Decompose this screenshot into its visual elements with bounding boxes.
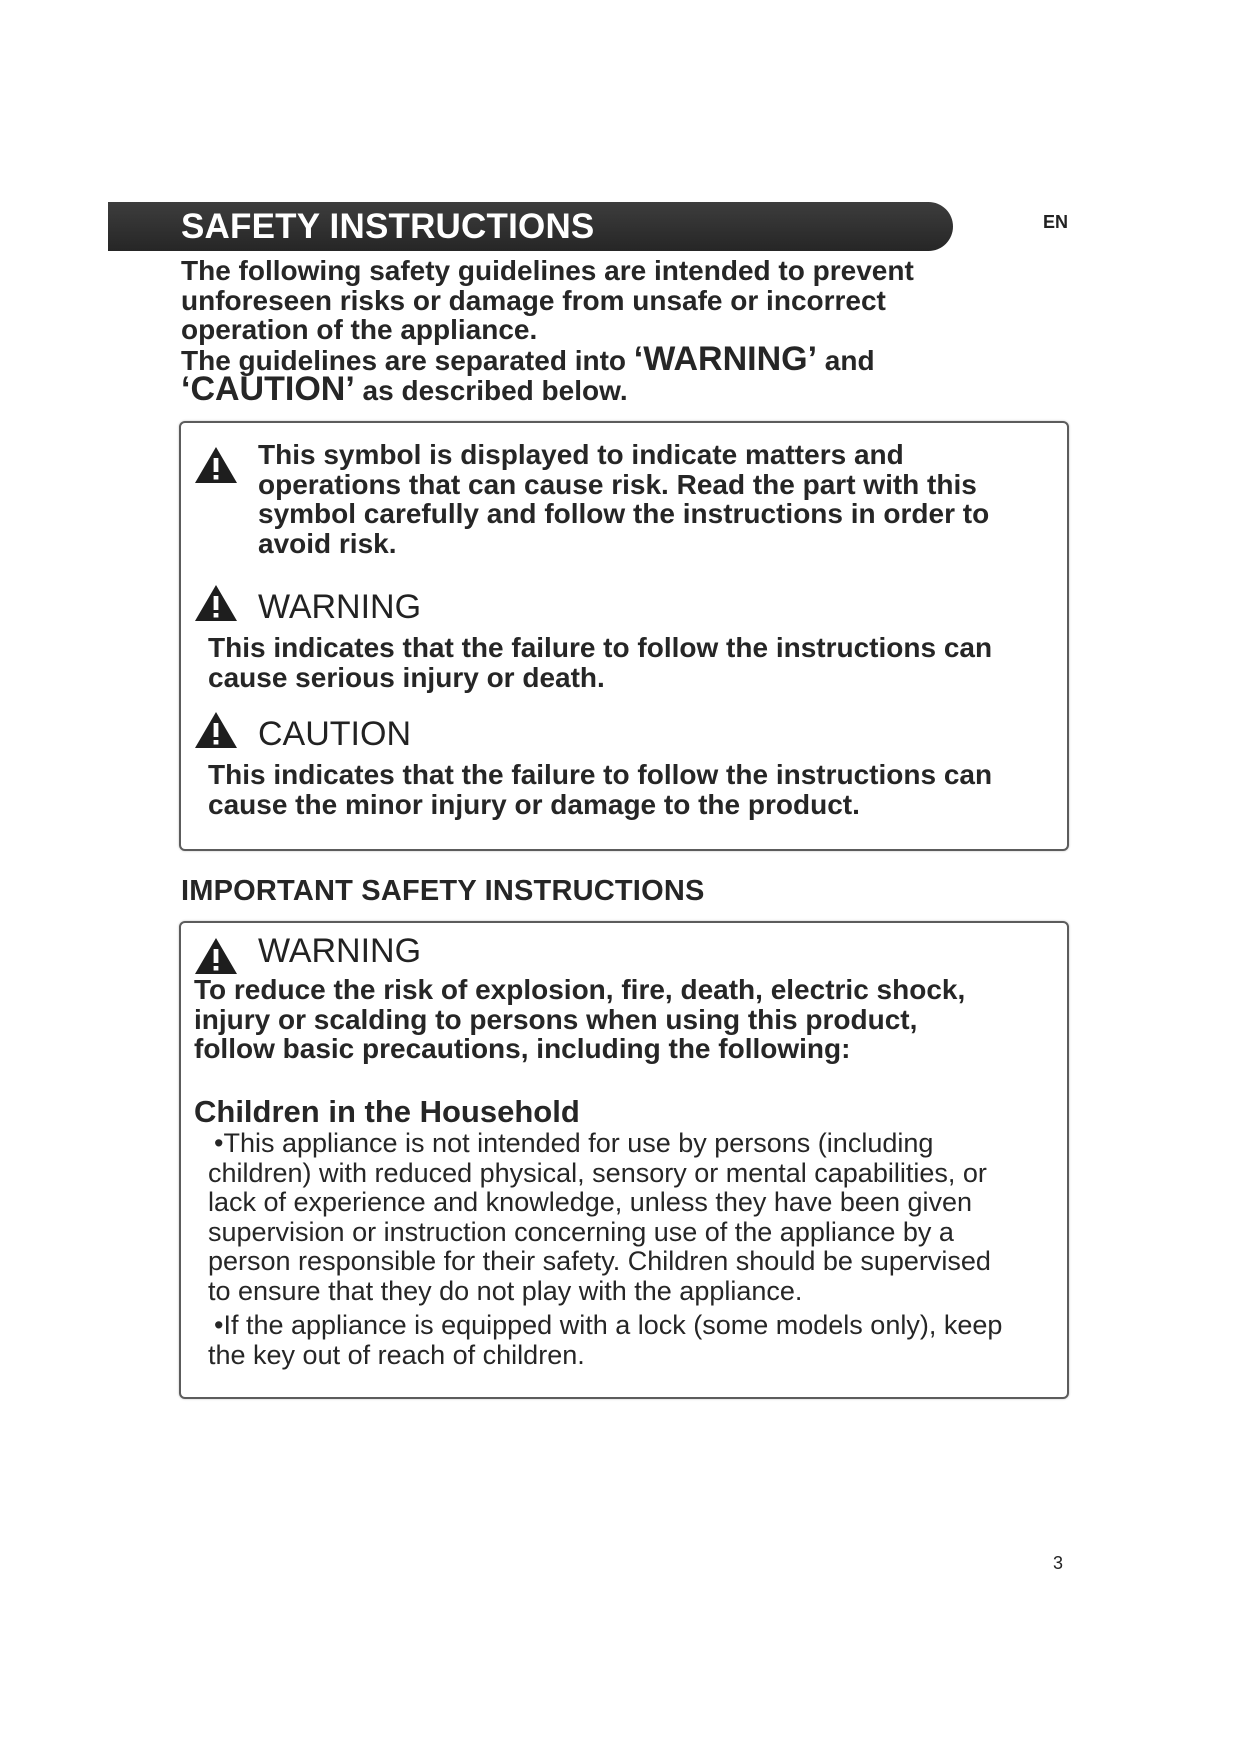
- bullet-line: •If the appliance is equipped with a lock (some models only), keep: [214, 1310, 1003, 1340]
- warning-term: ‘WARNING’: [633, 339, 818, 378]
- warning-description-line: This indicates that the failure to follow the instructions can: [208, 632, 993, 663]
- intro-text: and: [817, 344, 875, 376]
- bullet-line: to ensure that they do not play with the appliance.: [208, 1275, 803, 1306]
- important-section-title: IMPORTANT SAFETY INSTRUCTIONS: [181, 875, 705, 907]
- symbol-description-line: operations that can cause risk. Read the part with this: [258, 468, 977, 500]
- important-warning-line: follow basic precautions, including the following:: [194, 1033, 851, 1064]
- warning-triangle-icon: [194, 937, 238, 975]
- bullet-line: children) with reduced physical, sensory or mental capabilities, or: [208, 1157, 987, 1188]
- important-warning-heading: WARNING: [258, 932, 422, 970]
- caution-triangle-icon: [194, 711, 238, 749]
- warning-triangle-icon: [194, 446, 238, 484]
- intro-line: [181, 370, 971, 408]
- intro-line: The following safety guidelines are intended to prevent: [181, 255, 914, 286]
- warning-description: [208, 633, 1058, 692]
- important-warning-body: [194, 975, 1054, 1064]
- intro-text: The guidelines are separated into: [181, 344, 634, 376]
- caution-term: ‘CAUTION’: [181, 370, 355, 408]
- important-warning-line: injury or scalding to persons when using this product,: [194, 1003, 918, 1035]
- important-warning-line: To reduce the risk of explosion, fire, death, electric shock,: [194, 974, 966, 1005]
- symbol-description-line: This symbol is displayed to indicate matters and: [258, 439, 904, 470]
- symbol-description-line: avoid risk.: [258, 527, 397, 559]
- children-subheading: Children in the Household: [194, 1094, 580, 1129]
- page-number: 3: [1053, 1553, 1064, 1573]
- symbol-description-line: symbol carefully and follow the instructions in order to: [258, 498, 990, 529]
- bullet-line: supervision or instruction concerning use of the appliance by a: [208, 1216, 954, 1247]
- bullet-line: •This appliance is not intended for use by persons (including: [214, 1128, 934, 1158]
- intro-line: unforeseen risks or damage from unsafe or incorrect: [181, 284, 886, 316]
- caution-description-line: This indicates that the failure to follow the instructions can: [208, 759, 993, 790]
- caution-description: [208, 760, 1058, 819]
- bullet-item: [208, 1311, 1058, 1370]
- warning-description-line: cause serious injury or death.: [208, 661, 605, 693]
- bullet-line: the key out of reach of children.: [208, 1339, 585, 1370]
- caution-description-line: cause the minor injury or damage to the product.: [208, 788, 860, 820]
- bullet-item: [208, 1129, 1058, 1306]
- page-title: SAFETY INSTRUCTIONS: [181, 207, 595, 246]
- bullet-line: person responsible for their safety. Children should be supervised: [208, 1246, 991, 1276]
- bullet-line: lack of experience and knowledge, unless they have been given: [208, 1187, 973, 1217]
- warning-triangle-icon: [194, 584, 238, 622]
- caution-heading: CAUTION: [258, 715, 411, 753]
- symbol-description: [258, 440, 1058, 558]
- language-code: EN: [1043, 212, 1069, 232]
- intro-text: as described below.: [354, 375, 628, 406]
- warning-heading: WARNING: [258, 588, 422, 626]
- intro-line: operation of the appliance.: [181, 314, 538, 345]
- intro-paragraph: [181, 256, 971, 406]
